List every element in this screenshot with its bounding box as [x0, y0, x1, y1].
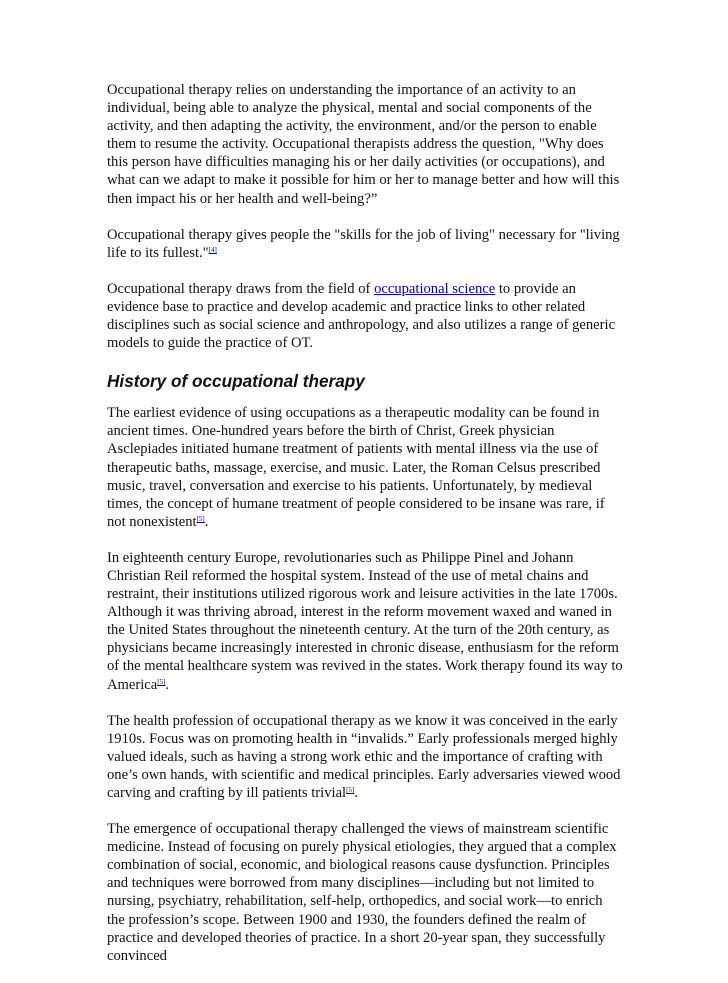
intro-paragraph-2: Occupational therapy gives people the "skills for the job of living" necessary for "living life to its fullest."[4] — [107, 226, 620, 261]
citation-link-4[interactable]: [4] — [208, 245, 217, 254]
history-paragraph-3: The health profession of occupational therapy as we know it was conceived in the early 1910s. Focus was on promoting health in “invalids.” Early professionals merged highly valued ideals, such as having a strong work ethic and the importance of crafting with one’s own hands, with scientific and medical principles. Early adversaries viewed wood carving and crafting by ill patients trivial[5]. — [107, 712, 621, 801]
intro-paragraph-1: Occupational therapy relies on understanding the importance of an activity to an individual, being able to analyze the physical, mental and social components of the activity, and then adapting the activity, the environment, and/or the person to enable them to resume the activity. Occupational therapists address the question, "Why does this person have difficulties managing his or her daily activities (or occupations), and what can we adapt to make it possible for him or her to manage better and how will this then impact his or her health and well-being?” — [107, 82, 620, 207]
citation-link-5[interactable]: [5] — [346, 786, 355, 794]
intro-paragraph-3: Occupational therapy draws from the field of occupational science to provide an evidence base to practice and develop academic and practice links to other related disciplines such as social science and anthropology, and also utilizes a range of generic models to guide the practice of OT. — [107, 280, 616, 352]
history-heading: History of occupational therapy — [107, 371, 365, 392]
document-page — [107, 81, 623, 983]
citation-link-5[interactable]: [5] — [157, 677, 166, 686]
history-paragraph-2: In eighteenth century Europe, revolutionaries such as Philippe Pinel and Johann Christian Reil reformed the hospital system. Instead of the use of metal chains and restraint, their institutions utilized rigorous work and leisure activities in the late 1700s. Although it was thriving abroad, interest in the reform movement waxed and waned in the United States throughout the nineteenth century. At the turn of the 20th century, as physicians became increasingly interested in chronic disease, enthusiasm for the reform of the mental healthcare system was revived in the states. Work therapy found its way to America[5]. — [107, 549, 623, 693]
occupational-science-link[interactable]: occupational science — [374, 280, 496, 297]
citation-link-5[interactable]: [5] — [196, 514, 205, 523]
history-paragraph-1: The earliest evidence of using occupations as a therapeutic modality can be found in ancient times. One-hundred years before the birth of Christ, Greek physician Asclepiades initiated humane treatment of patients with mental illness via the use of therapeutic baths, massage, exercise, and music. Later, the Roman Celsus prescribed music, travel, conversation and exercise to his patients. Unfortunately, by medieval times, the concept of humane treatment of people considered to be insane was rare, if not nonexistent[5]. — [107, 405, 605, 530]
history-paragraph-4: The emergence of occupational therapy challenged the views of mainstream scientific medicine. Instead of focusing on purely physical etiologies, they argued that a complex combination of social, economic, and biological reasons cause dysfunction. Principles and techniques were borrowed from many disciplines—including but not limited to nursing, psychiatry, rehabilitation, self-help, orthopedics, and social work—to enrich the profession’s scope. Between 1900 and 1930, the founders defined the realm of practice and developed theories of practice. In a short 20-year span, they successfully convinced — [107, 821, 617, 964]
